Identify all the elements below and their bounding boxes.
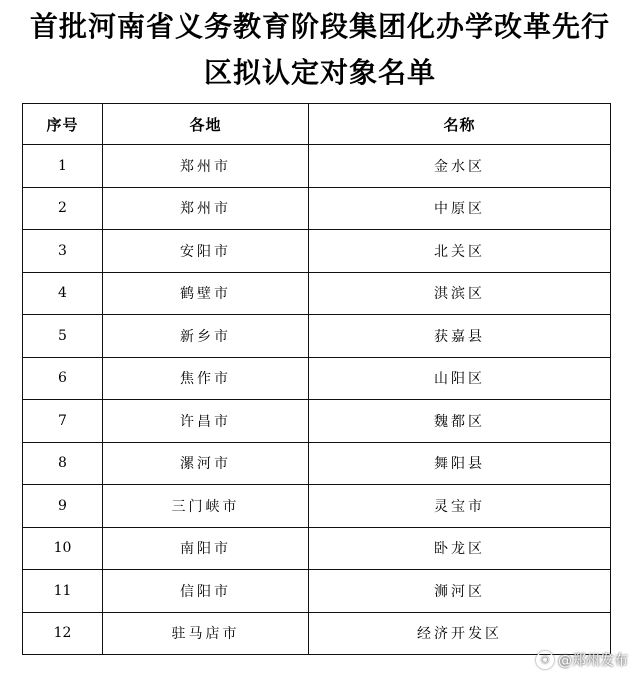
table-row — [23, 315, 611, 358]
row-region-cell: 许昌市 — [103, 400, 309, 443]
row-index-cell: 8 — [23, 442, 103, 485]
row-name-cell: 灵宝市 — [309, 485, 611, 528]
row-region-cell: 郑州市 — [103, 187, 309, 230]
table-row — [23, 570, 611, 613]
row-name-cell: 中原区 — [309, 187, 611, 230]
title-line-1: 首批河南省义务教育阶段集团化办学改革先行 — [29, 10, 610, 43]
row-index-cell: 7 — [23, 400, 103, 443]
table-header-row — [23, 104, 611, 145]
row-name-cell: 淇滨区 — [309, 272, 611, 315]
table-row — [23, 357, 611, 400]
row-region-cell: 安阳市 — [103, 230, 309, 273]
candidate-list-table — [22, 103, 611, 655]
table-row — [23, 400, 611, 443]
table-row — [23, 442, 611, 485]
row-index-cell: 4 — [23, 272, 103, 315]
row-name-cell: 卧龙区 — [309, 527, 611, 570]
row-region-cell: 焦作市 — [103, 357, 309, 400]
row-region-cell: 南阳市 — [103, 527, 309, 570]
row-region-cell: 驻马店市 — [103, 612, 309, 655]
row-index-cell: 9 — [23, 485, 103, 528]
row-index-cell: 1 — [23, 145, 103, 188]
row-name-cell: 金水区 — [309, 145, 611, 188]
row-index-cell: 10 — [23, 527, 103, 570]
table-row — [23, 187, 611, 230]
header-region: 各地 — [103, 104, 309, 145]
row-name-cell: 北关区 — [309, 230, 611, 273]
row-index-cell: 2 — [23, 187, 103, 230]
row-region-cell: 新乡市 — [103, 315, 309, 358]
row-name-cell: 魏都区 — [309, 400, 611, 443]
eye-circle-icon: ◉ — [536, 651, 554, 669]
table-row — [23, 612, 611, 655]
watermark-text: @郑州发布 — [558, 653, 628, 669]
table-row — [23, 485, 611, 528]
row-name-cell: 浉河区 — [309, 570, 611, 613]
table-row — [23, 272, 611, 315]
title-line-2: 区拟认定对象名单 — [203, 56, 436, 89]
table-row — [23, 527, 611, 570]
header-name: 名称 — [309, 104, 611, 145]
row-region-cell: 郑州市 — [103, 145, 309, 188]
row-index-cell: 12 — [23, 612, 103, 655]
row-name-cell: 山阳区 — [309, 357, 611, 400]
row-name-cell: 舞阳县 — [309, 442, 611, 485]
row-index-cell: 6 — [23, 357, 103, 400]
row-name-cell: 经济开发区 — [309, 612, 611, 655]
row-region-cell: 鹤壁市 — [103, 272, 309, 315]
row-index-cell: 5 — [23, 315, 103, 358]
header-index: 序号 — [23, 104, 103, 145]
table-row — [23, 145, 611, 188]
row-name-cell: 获嘉县 — [309, 315, 611, 358]
table-row — [23, 230, 611, 273]
row-region-cell: 漯河市 — [103, 442, 309, 485]
watermark — [536, 650, 628, 670]
row-region-cell: 三门峡市 — [103, 485, 309, 528]
page-title — [0, 4, 640, 96]
row-index-cell: 3 — [23, 230, 103, 273]
row-region-cell: 信阳市 — [103, 570, 309, 613]
row-index-cell: 11 — [23, 570, 103, 613]
